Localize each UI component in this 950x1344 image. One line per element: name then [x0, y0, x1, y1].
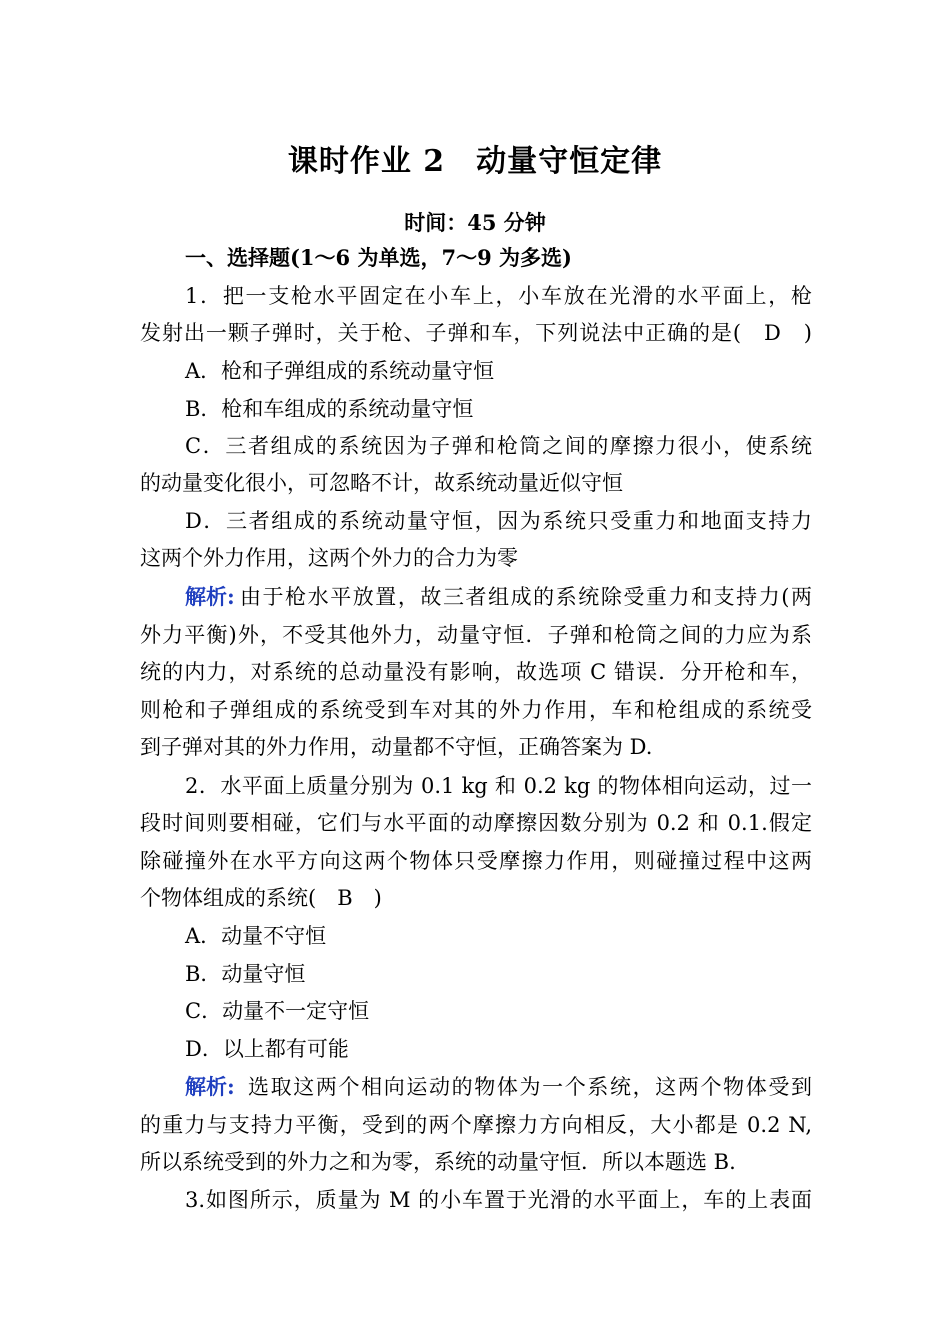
- q3-stem-line-1: 3.如图所示，质量为 M 的小车置于光滑的水平面上，车的上表面: [185, 1188, 812, 1212]
- q1-analysis-line-1: 由于枪水平放置，故三者组成的系统除受重力和支持力(两: [240, 585, 812, 609]
- q2-analysis-label: 解析:: [185, 1074, 235, 1099]
- q1-stem-line-1: 1．把一支枪水平固定在小车上，小车放在光滑的水平面上，枪: [185, 284, 812, 308]
- q2-stem-line-3: 除碰撞外在水平方向这两个物体只受摩擦力作用，则碰撞过程中这两: [140, 849, 812, 873]
- q2-stem-line-4: 个物体组成的系统( B ): [140, 886, 382, 910]
- q1-option-c-line-1: C．三者组成的系统因为子弹和枪筒之间的摩擦力很小，使系统: [185, 434, 812, 458]
- q2-analysis-line-3: 所以系统受到的外力之和为零，系统的动量守恒．所以本题选 B.: [140, 1150, 736, 1174]
- q1-analysis-line-5: 到子弹对其的外力作用，动量都不守恒，正确答案为 D.: [140, 735, 653, 759]
- q1-option-c-line-2: 的动量变化很小，可忽略不计，故系统动量近似守恒: [140, 471, 623, 495]
- q1-analysis-label: 解析:: [185, 584, 235, 609]
- section-heading: 一、选择题(1～6 为单选，7～9 为多选): [185, 245, 572, 270]
- q2-analysis-line-1: 选取这两个相向运动的物体为一个系统，这两个物体受到: [248, 1075, 812, 1099]
- q2-stem-line-2: 段时间则要相碰，它们与水平面的动摩擦因数分别为 0.2 和 0.1.假定: [140, 811, 812, 835]
- q2-option-a: A．动量不守恒: [185, 924, 327, 948]
- page-title: 课时作业 2 动量守恒定律: [287, 144, 663, 179]
- q2-option-b: B．动量守恒: [185, 962, 306, 986]
- q1-analysis-line-3: 统的内力，对系统的总动量没有影响，故选项 C 错误．分开枪和车，: [140, 660, 812, 684]
- q1-option-d-line-2: 这两个外力作用，这两个外力的合力为零: [140, 546, 518, 570]
- q1-option-d-line-1: D．三者组成的系统动量守恒，因为系统只受重力和地面支持力: [185, 509, 812, 533]
- q2-option-d: D．以上都有可能: [185, 1037, 349, 1061]
- q1-option-b: B．枪和车组成的系统动量守恒: [185, 397, 474, 421]
- q1-analysis-line-4: 则枪和子弹组成的系统受到车对其的外力作用，车和枪组成的系统受: [140, 698, 812, 722]
- time-limit: 时间：45 分钟: [404, 210, 546, 235]
- q1-stem-line-2: 发射出一颗子弹时，关于枪、子弹和车，下列说法中正确的是( D ): [140, 321, 812, 345]
- q2-stem-line-1: 2．水平面上质量分别为 0.1 kg 和 0.2 kg 的物体相向运动，过一: [185, 774, 812, 798]
- q2-analysis-line-2: 的重力与支持力平衡，受到的两个摩擦力方向相反，大小都是 0.2 N,: [140, 1113, 812, 1137]
- q2-option-c: C．动量不一定守恒: [185, 999, 370, 1023]
- q1-option-a: A．枪和子弹组成的系统动量守恒: [185, 359, 495, 383]
- q1-analysis-line-2: 外力平衡)外，不受其他外力，动量守恒．子弹和枪筒之间的力应为系: [140, 623, 812, 647]
